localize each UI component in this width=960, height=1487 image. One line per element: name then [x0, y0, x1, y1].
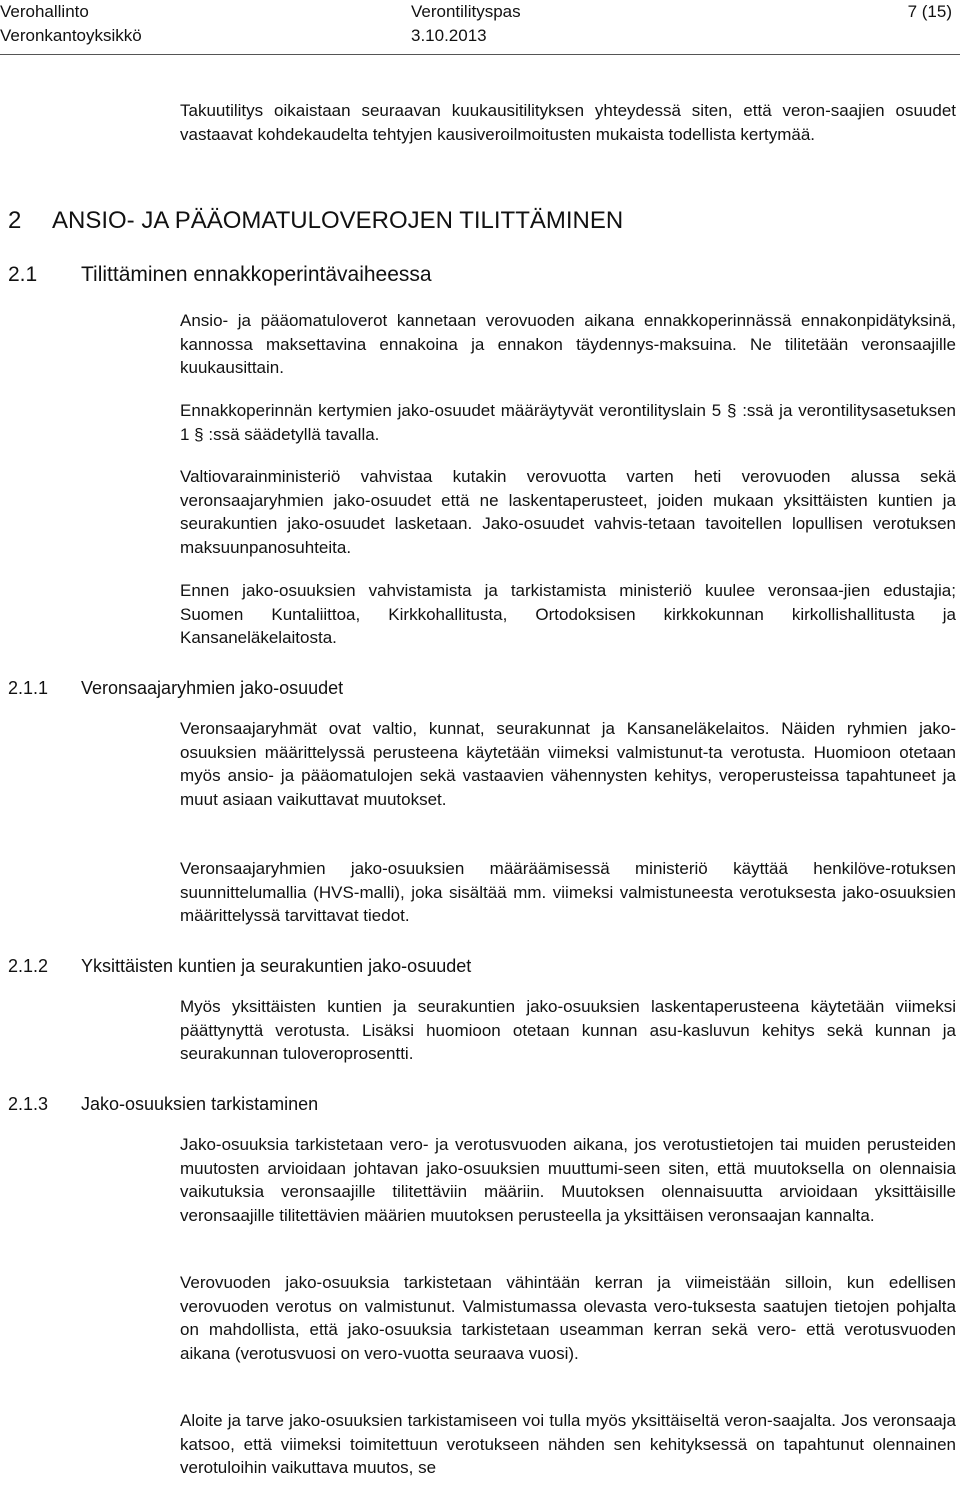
header-doc-title: Verontilityspas: [411, 2, 521, 21]
section-2-1-title: Tilittäminen ennakkoperintävaiheessa: [81, 263, 432, 286]
section-2-1-2-paragraph-1: Myös yksittäisten kuntien ja seurakuntien jako-osuuksien laskentaperusteena käytetään viimeksi päättynyttä verotusta. Lisäksi huomioon otetaan kunnan asu-kasluvun kehitys sekä kunnan ja seurakunnan tuloveroprosentti.: [180, 997, 956, 1064]
header-page-info: [908, 0, 952, 24]
section-2-title: ANSIO- JA PÄÄOMATULOVEROJEN TILITTÄMINEN: [52, 207, 624, 234]
section-2-1-3-heading: [8, 1092, 318, 1116]
section-2-1-heading: [8, 261, 432, 289]
section-2-1-paragraph-4: Ennen jako-osuuksien vahvistamista ja tarkistamista ministeriö kuulee veronsaa-jien edustajia; Suomen Kuntaliittoa, Kirkkohallitusta, Ortodoksisen kirkkokunnan kirkollishallitusta ja Kansaneläkelaitosta.: [180, 581, 956, 648]
header-divider: [0, 54, 960, 55]
section-2-1-1-paragraph-2: Veronsaajaryhmien jako-osuuksien määräämisessä ministeriö käyttää henkilöve-rotuksen suunnittelumallia (HVS-malli), joka sisältää mm. viimeksi valmistuneesta verotuksesta jako-osuuksien määrittelyssä tarvittavat tiedot.: [180, 859, 956, 926]
section-2-1-3-number: 2.1.3: [8, 1094, 49, 1114]
header-document-info: [411, 0, 521, 48]
header-page-number: 7 (15): [907, 2, 952, 21]
section-2-1-1-title: Veronsaajaryhmien jako-osuudet: [81, 678, 344, 698]
section-2-1-3-paragraph-2: Verovuoden jako-osuuksia tarkistetaan vähintään kerran ja viimeistään silloin, kun edellisen verovuoden verotus on valmistunut. Valmistumassa olevasta vero-tuksesta saatujen tietojen pohjalta on mahdollista, että jako-osuuksia tarkistetaan useamman kerran sekä vero- että verotusvuoden aikana (verotusvuosi on vero-vuotta seuraava vuosi).: [180, 1273, 956, 1363]
section-2-1-2-heading: [8, 954, 471, 978]
header-org-name: Verohallinto: [0, 2, 89, 21]
section-2-heading: [8, 205, 623, 237]
section-2-1-3-paragraph-3: Aloite ja tarve jako-osuuksien tarkistamiseen voi tulla myös yksittäiseltä veron-saajalta. Jos veronsaaja katsoo, että viimeksi toimitettuun verotukseen nähden sen kehityksessä on tapahtunut olennainen verotuloihin vaikuttava muutos, se: [180, 1411, 956, 1478]
section-2-1-paragraph-2: Ennakkoperinnän kertymien jako-osuudet määräytyvät verontilityslain 5 § :ssä ja verontilitysasetuksen 1 § :ssä säädetyllä tavalla.: [180, 401, 956, 444]
header-date: 3.10.2013: [411, 26, 487, 45]
section-2-1-3-paragraph-1: Jako-osuuksia tarkistetaan vero- ja verotusvuoden aikana, jos verotustietojen tai muiden perusteiden muutosten arvioidaan johtavan jako-osuuksien muuttumi-seen siten, että muutoksella on olennaisia vaikutuksia veronsaajille tilitettäviin määriin. Muutoksen olennaisuutta arvioidaan yksittäisille veronsaajille tilitettävien määrien muutoksen perusteella ja yksittäisen veronsaajan kannalta.: [180, 1135, 956, 1225]
section-2-1-2-number: 2.1.2: [8, 956, 49, 976]
section-2-1-1-number: 2.1.1: [8, 678, 49, 698]
section-2-1-3-title: Jako-osuuksien tarkistaminen: [81, 1094, 319, 1114]
section-2-number: 2: [8, 207, 22, 234]
header-org-unit: Veronkantoyksikkö: [0, 26, 142, 45]
intro-paragraph: Takuutilitys oikaistaan seuraavan kuukausitilityksen yhteydessä siten, että veron-saajien osuudet vastaavat kohdekaudelta tehtyjen kausiveroilmoitusten mukaista todellista kertymää.: [180, 101, 956, 144]
section-2-1-number: 2.1: [8, 263, 38, 286]
section-2-1-paragraph-3: Valtiovarainministeriö vahvistaa kutakin verovuotta varten heti verovuoden alussa sekä veronsaajaryhmien jako-osuudet että ne laskentaperusteet, joiden mukaan yksittäisten kuntien ja seurakuntien jako-osuudet lasketaan. Jako-osuudet vahvis-tetaan tavoitellen lopullisen verotuksen maksuunpanosuhteita.: [180, 467, 956, 557]
section-2-1-1-paragraph-1: Veronsaajaryhmät ovat valtio, kunnat, seurakunnat ja Kansaneläkelaitos. Näiden ryhmien jako-osuuksien määrittelyssä perusteena käytetään viimeksi valmistunut-ta verotusta. Huomioon otetaan myös ansio- ja pääomatulojen sekä vastaavien vähennysten kehitys, veroperusteissa tapahtuneet ja muut asiaan vaikuttavat muutokset.: [180, 719, 956, 809]
section-2-1-1-heading: [8, 676, 343, 700]
header-organization: [0, 0, 142, 48]
section-2-1-paragraph-1: Ansio- ja pääomatuloverot kannetaan verovuoden aikana ennakkoperinnässä ennakonpidätyksinä, kannossa maksettavina ennakoina ja ennakon täydennys-maksuina. Ne tilitetään veronsaajille kuukausittain.: [180, 311, 956, 378]
section-2-1-2-title: Yksittäisten kuntien ja seurakuntien jako-osuudet: [81, 956, 472, 976]
